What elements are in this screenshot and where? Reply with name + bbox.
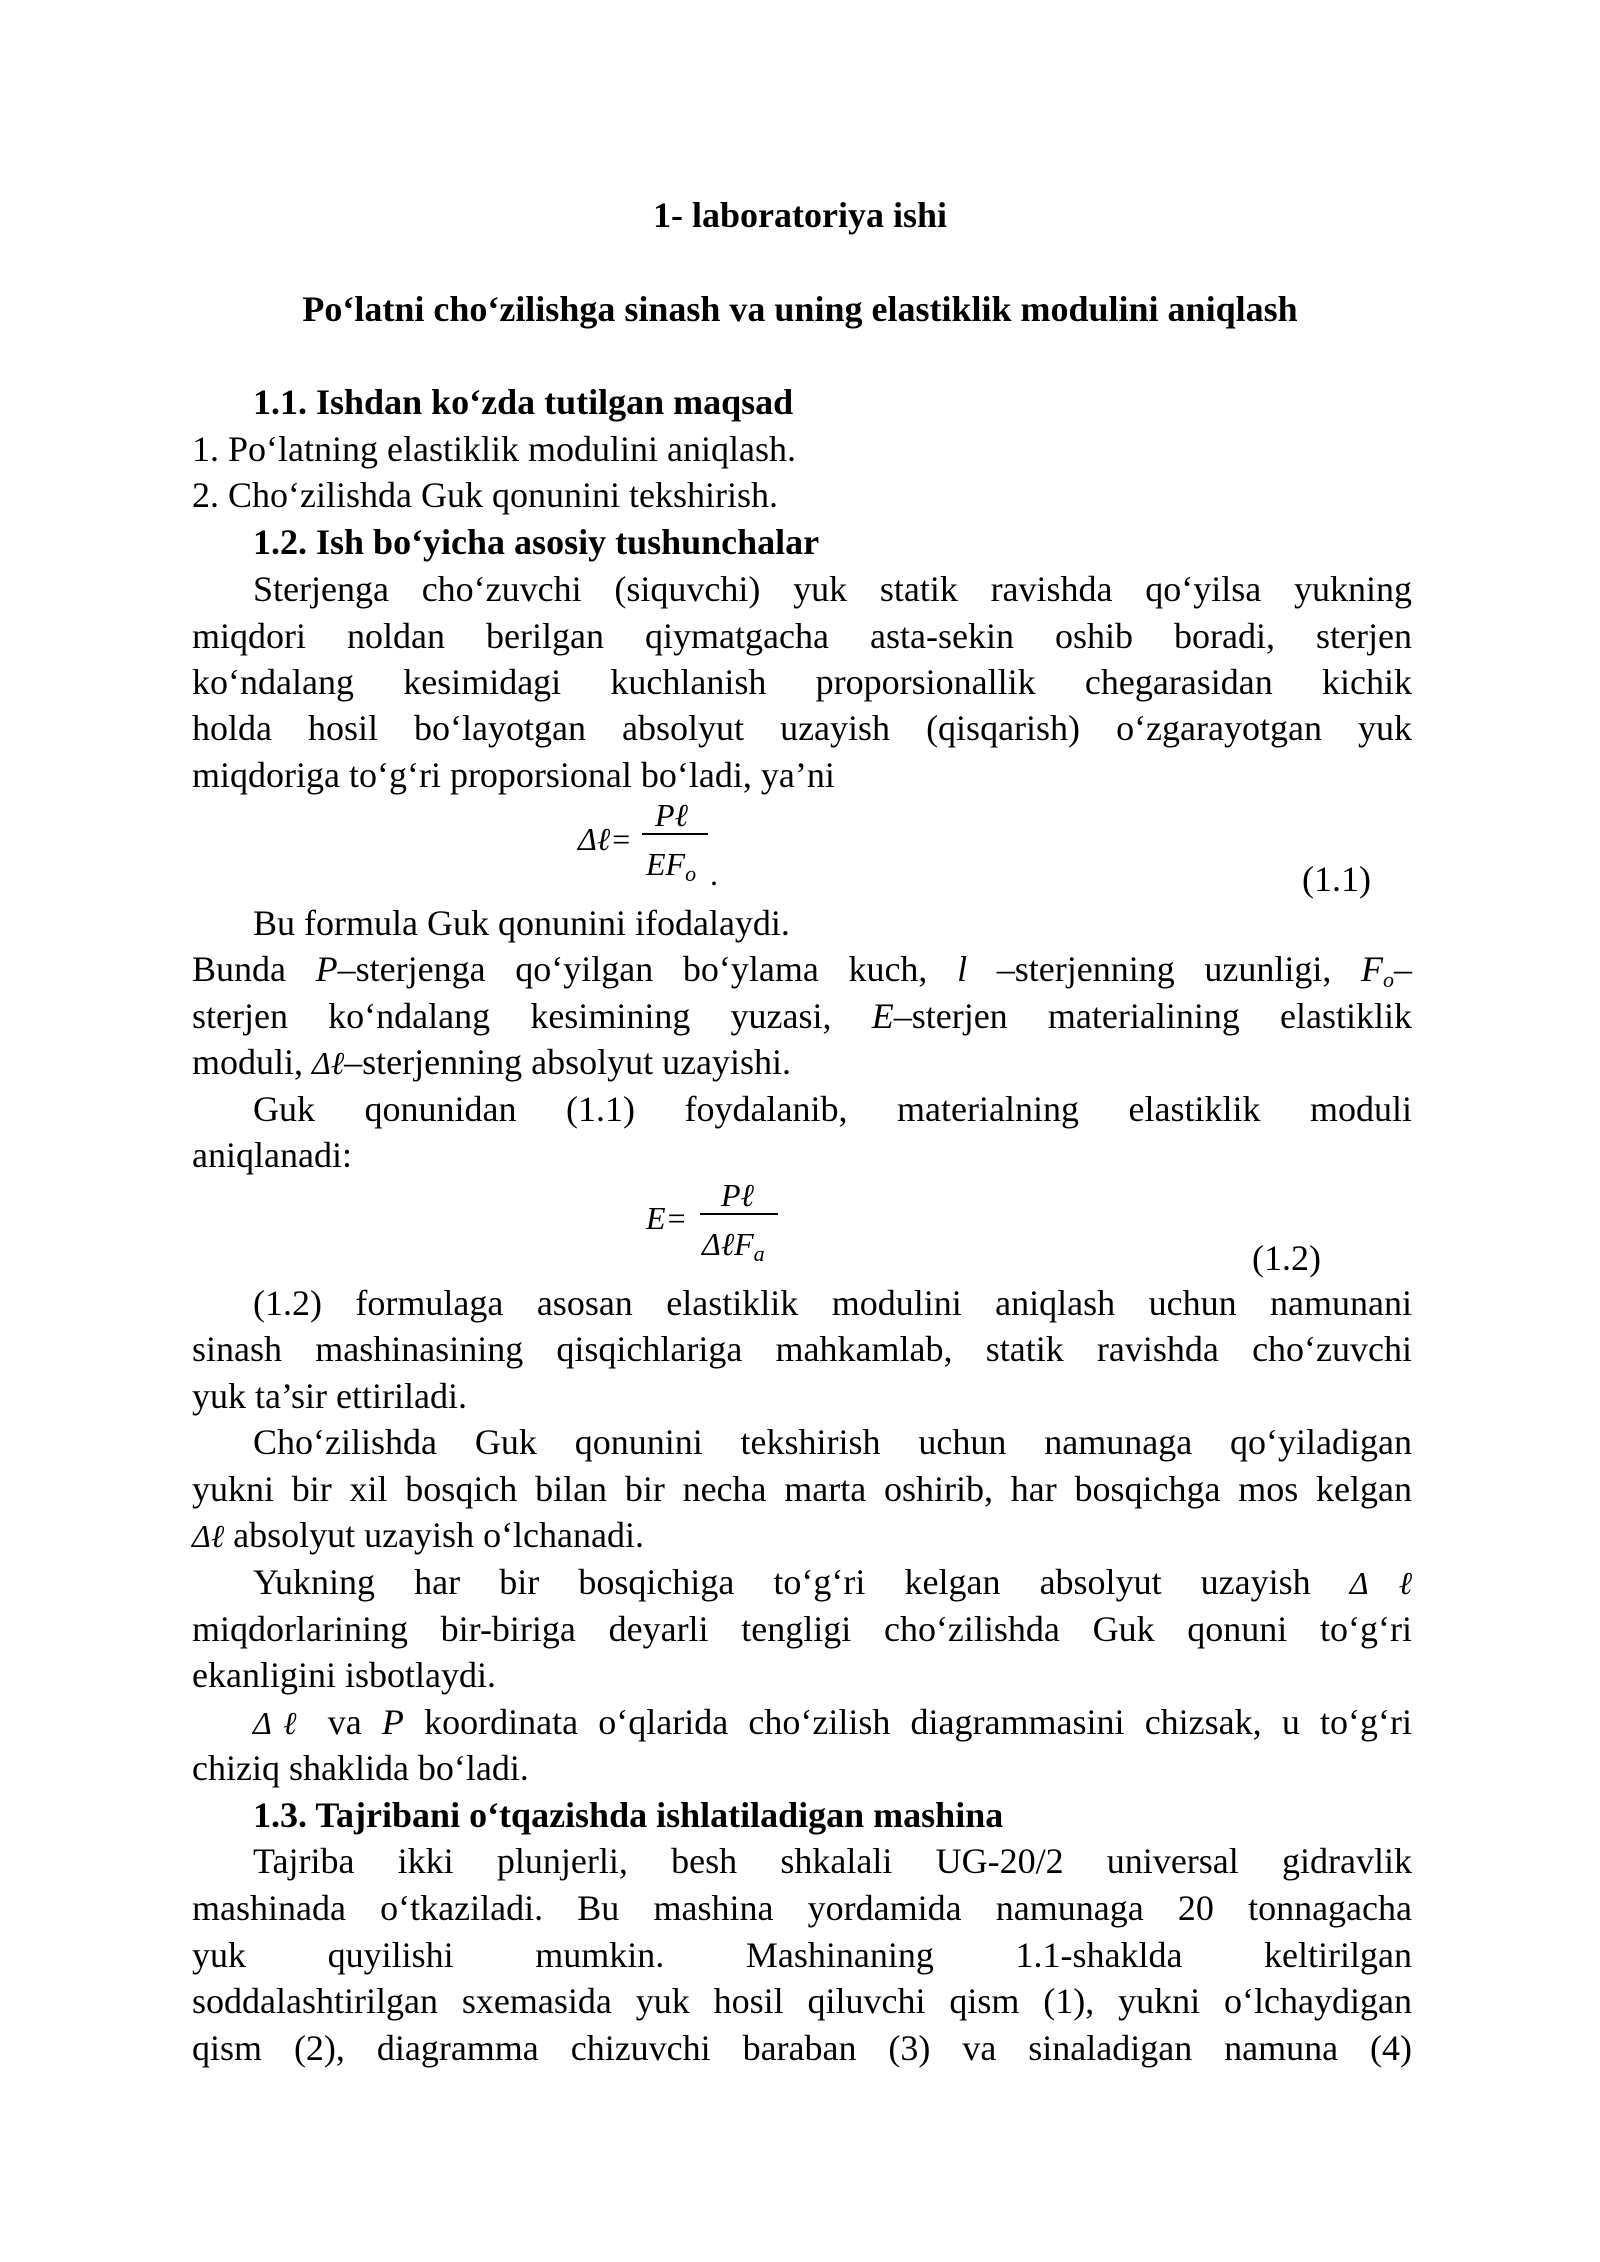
paragraph-line: Tajriba ikki plunjerli, besh shkalali UG-20/2 universal gidravlik <box>253 1841 1412 1881</box>
eq1-denominator: $EF_o$ <box>646 846 697 886</box>
paragraph-line: holda hosil bo‘layotgan absolyut uzayish (qisqarish) o‘zgarayotgan yuk <box>192 708 1412 748</box>
paragraph-line: (1.2) formulaga asosan elastiklik modulini aniqlash uchun namunani <box>253 1283 1412 1323</box>
paragraph-line: sterjen ko‘ndalang kesimining yuzasi, E–sterjen materialining elastiklik <box>192 996 1413 1036</box>
paragraph-line: miqdoriga to‘g‘ri proporsional bo‘ladi, ya’ni <box>192 755 835 795</box>
paragraph-line: miqdorlarining bir-biriga deyarli tengligi cho‘zilishda Guk qonuni to‘g‘ri <box>192 1609 1412 1649</box>
paragraph-line: Bunda P–sterjenga qo‘yilgan bo‘ylama kuch, l –sterjenning uzunligi, $F_o-$ <box>192 949 1412 992</box>
paragraph-line: Yukning har bir bosqichiga to‘g‘ri kelgan absolyut uzayish Δℓ <box>253 1562 1413 1602</box>
paragraph-line: Guk qonunidan (1.1) foydalanib, materialning elastiklik moduli <box>253 1089 1412 1129</box>
paragraph-line: Bu formula Guk qonunini ifodalaydi. <box>253 903 790 943</box>
main-title: Po‘latni cho‘zilishga sinash va uning elastiklik modulini aniqlash <box>302 289 1298 329</box>
lab-title: 1- laboratoriya ishi <box>653 195 947 235</box>
eq1-dot: . <box>710 856 718 892</box>
paragraph-line: aniqlanadi: <box>192 1135 352 1175</box>
paragraph-line: Cho‘zilishda Guk qonunini tekshirish uchun namunaga qo‘yiladigan <box>253 1422 1412 1462</box>
paragraph-line: miqdori noldan berilgan qiymatgacha asta-sekin oshib boradi, sterjen <box>192 616 1412 656</box>
section-heading-1-1: 1.1. Ishdan ko‘zda tutilgan maqsad <box>253 382 794 422</box>
paragraph-line: mashinada o‘tkaziladi. Bu mashina yordamida namunaga 20 tonnagacha <box>192 1888 1412 1928</box>
section-heading-1-3: 1.3. Tajribani o‘tqazishda ishlatiladigan mashina <box>253 1795 1004 1835</box>
paragraph-line: chiziq shaklida bo‘ladi. <box>192 1748 529 1788</box>
paragraph-line: yuk quyilishi mumkin. Mashinaning 1.1-shaklda keltirilgan <box>192 1935 1412 1975</box>
paragraph-line: soddalashtirilgan sxemasida yuk hosil qiluvchi qism (1), yukni o‘lchaydigan <box>192 1981 1412 2021</box>
list-item: 1. Po‘latning elastiklik modulini aniqlash. <box>192 429 796 469</box>
paragraph-line: Sterjenga cho‘zuvchi (siquvchi) yuk statik ravishda qo‘yilsa yukning <box>253 569 1412 609</box>
eq1-lhs: Δℓ= <box>578 821 632 857</box>
fraction-bar <box>642 833 708 835</box>
equation-number: (1.2) <box>1252 1238 1321 1278</box>
list-item: 2. Cho‘zilishda Guk qonunini tekshirish. <box>192 475 778 515</box>
eq2-lhs: E= <box>646 1200 688 1236</box>
paragraph-line: ko‘ndalang kesimidagi kuchlanish proporsionallik chegarasidan kichik <box>192 662 1412 702</box>
equation-number: (1.1) <box>1302 859 1371 899</box>
eq2-numerator: Pℓ <box>721 1177 754 1213</box>
paragraph-line: yukni bir xil bosqich bilan bir necha marta oshirib, har bosqichga mos kelgan <box>192 1469 1412 1509</box>
paragraph-line: sinash mashinasining qisqichlariga mahkamlab, statik ravishda cho‘zuvchi <box>192 1329 1412 1369</box>
paragraph-line: Δℓ absolyut uzayish o‘lchanadi. <box>192 1515 644 1555</box>
paragraph-line: moduli, Δℓ–sterjenning absolyut uzayishi. <box>192 1042 792 1082</box>
eq1-numerator: Pℓ <box>655 797 688 833</box>
paragraph-line: yuk ta’sir ettiriladi. <box>192 1376 467 1416</box>
paragraph-line: ekanligini isbotlaydi. <box>192 1655 496 1695</box>
paragraph-line: Δℓ va P koordinata o‘qlarida cho‘zilish diagrammasini chizsak, u to‘g‘ri <box>253 1702 1413 1742</box>
paragraph-line: qism (2), diagramma chizuvchi baraban (3) va sinaladigan namuna (4) <box>192 2028 1412 2068</box>
fraction-bar <box>700 1213 778 1215</box>
section-heading-1-2: 1.2. Ish bo‘yicha asosiy tushunchalar <box>253 522 820 562</box>
eq2-denominator: ΔℓF$_a$ <box>702 1226 765 1266</box>
